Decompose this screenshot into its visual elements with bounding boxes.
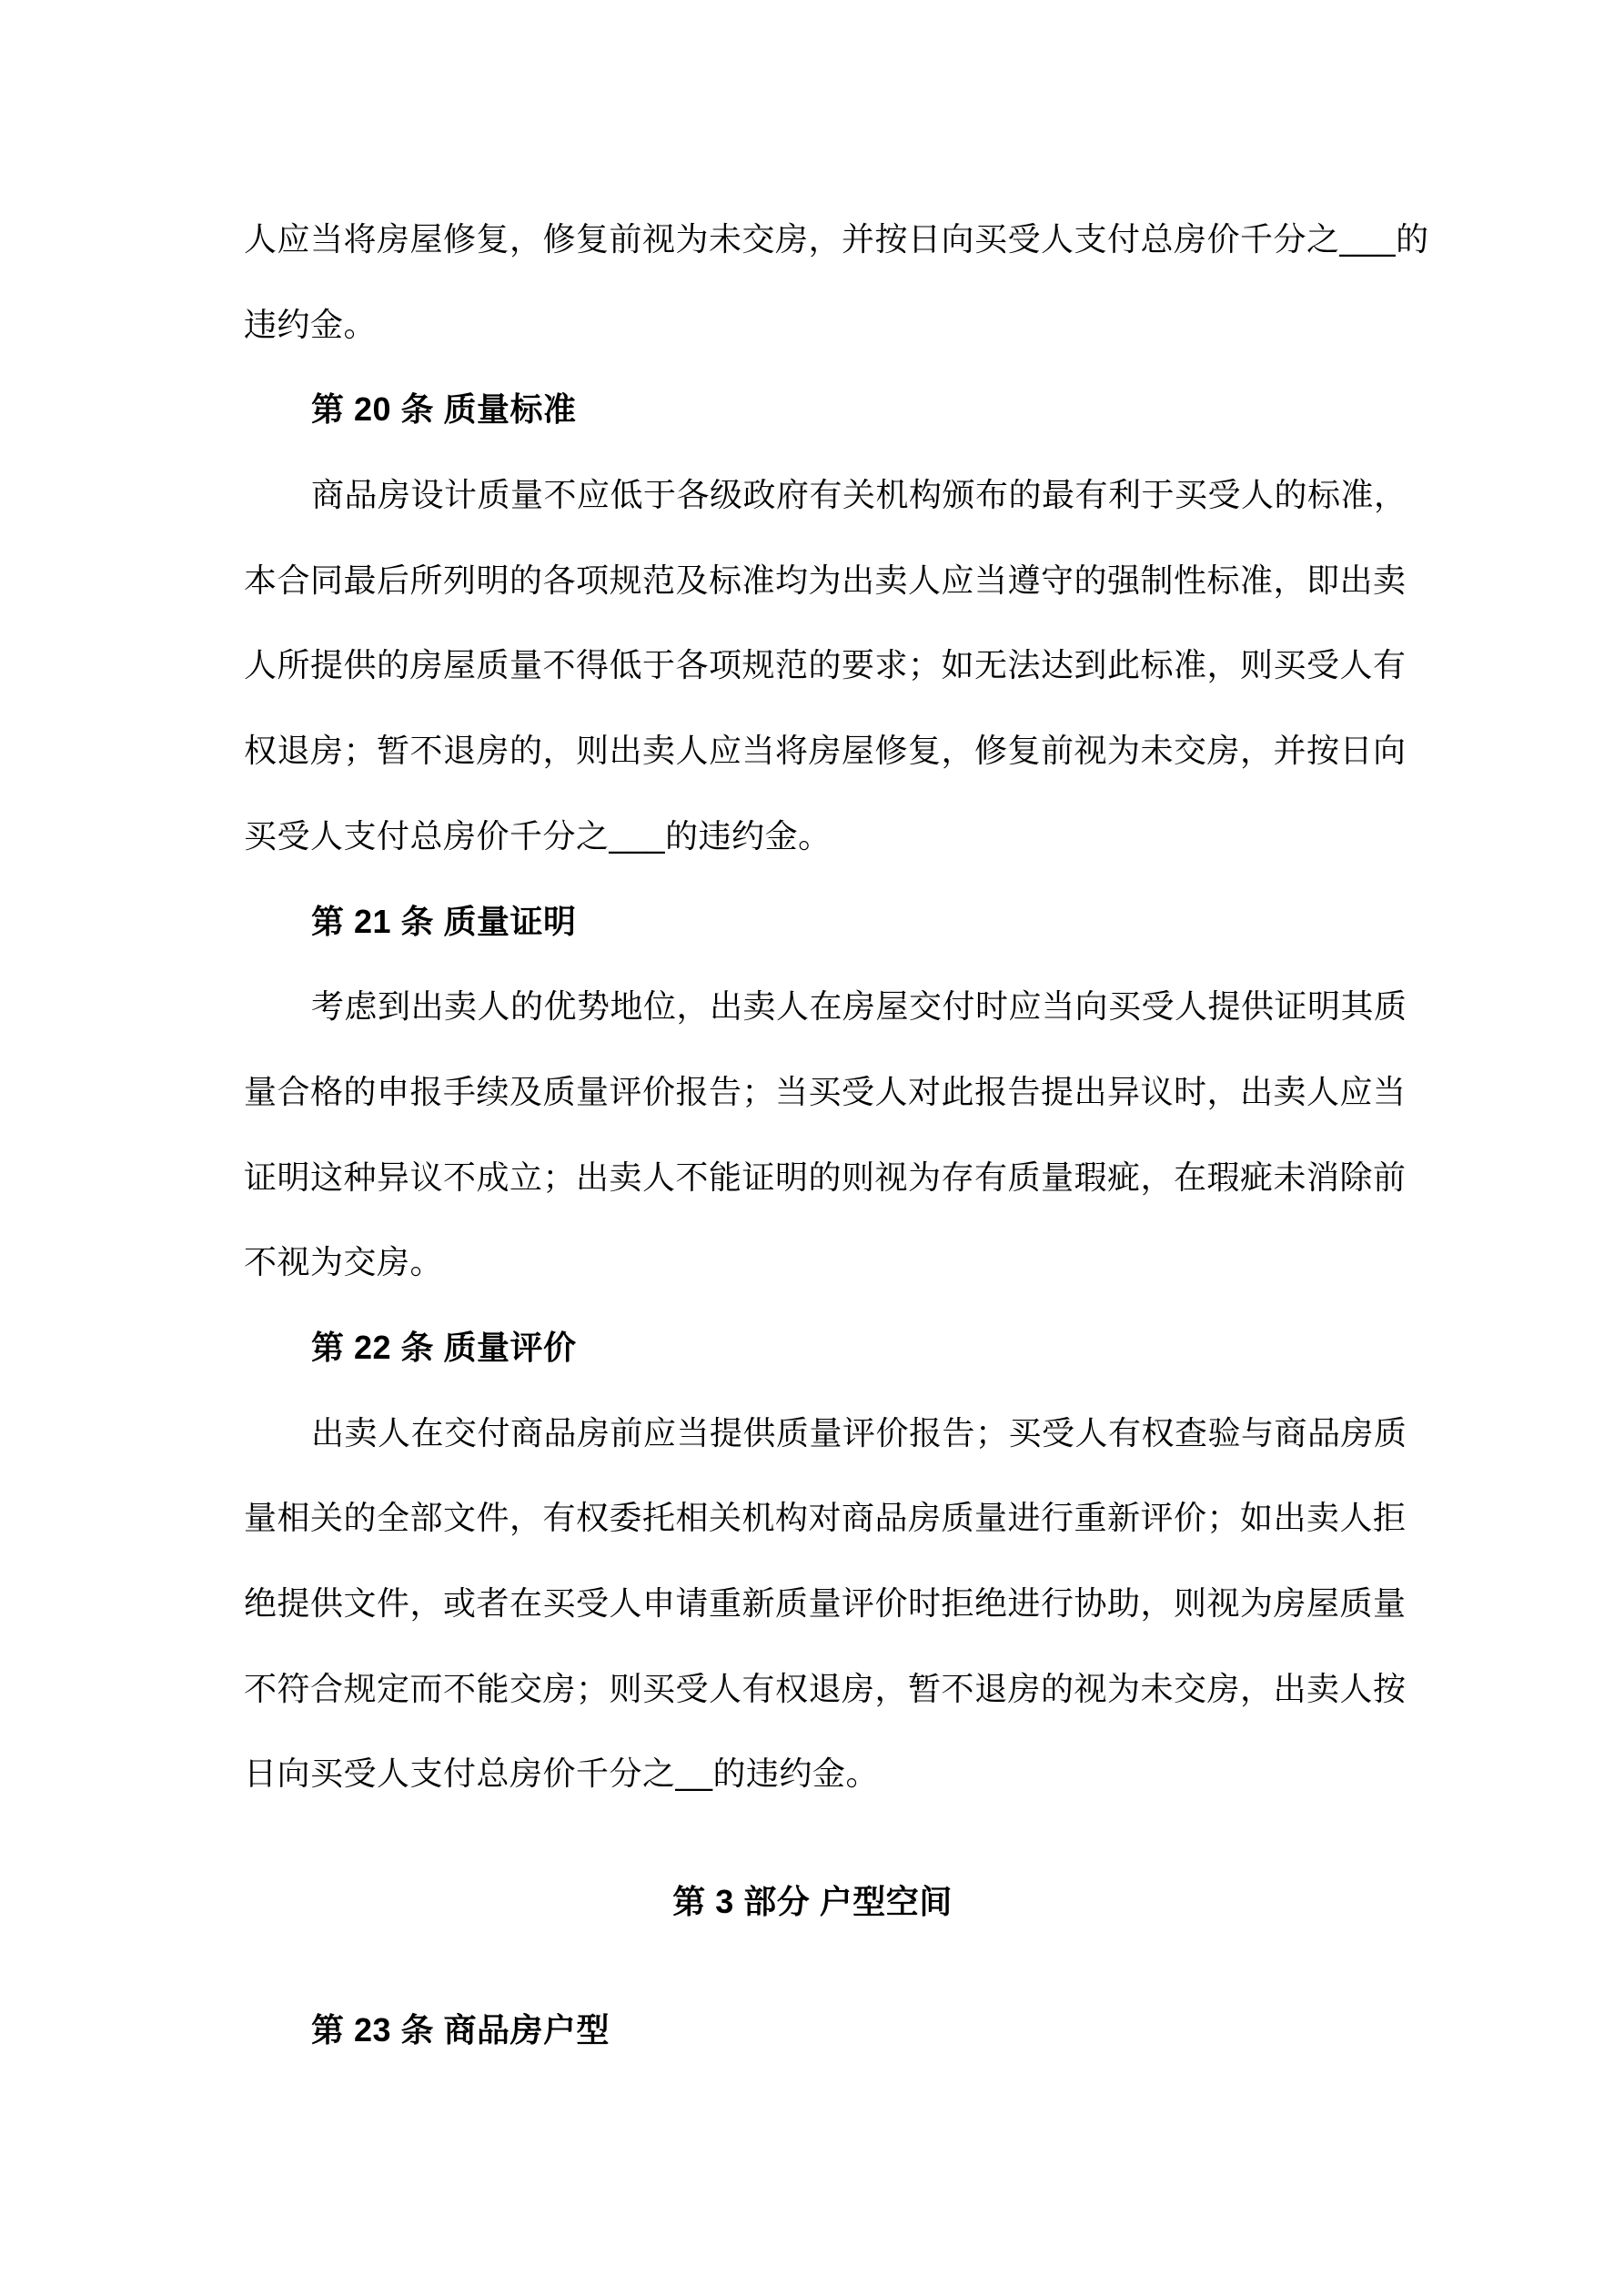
body-line: 不符合规定而不能交房；则买受人有权退房，暂不退房的视为未交房，出卖人按 <box>244 1669 1407 1707</box>
body-line: 不视为交房。 <box>244 1243 444 1281</box>
body-line: 量合格的申报手续及质量评价报告；当买受人对此报告提出异议时，出卖人应当 <box>244 1072 1407 1110</box>
body-line: 出卖人在交付商品房前应当提供质量评价报告；买受人有权查验与商品房质 <box>311 1413 1407 1451</box>
section-title: 第 3 部分 户型空间 <box>672 1883 953 1921</box>
body-line: 考虑到出卖人的优势地位，出卖人在房屋交付时应当向买受人提供证明其质 <box>311 987 1407 1026</box>
article-heading: 第 21 条 质量证明 <box>311 902 577 940</box>
contract-text-block <box>244 197 1429 2072</box>
body-line: 违约金。 <box>244 305 378 343</box>
body-line: 商品房设计质量不应低于各级政府有关机构颁布的最有利于买受人的标准， <box>311 476 1407 514</box>
body-line: 权退房；暂不退房的，则出卖人应当将房屋修复，修复前视为未交房，并按日向 <box>244 732 1407 770</box>
body-line: 量相关的全部文件，有权委托相关机构对商品房质量进行重新评价；如出卖人拒 <box>244 1499 1407 1537</box>
body-line: 本合同最后所列明的各项规范及标准均为出卖人应当遵守的强制性标准，即出卖 <box>244 561 1407 599</box>
body-line: 人所提供的房屋质量不得低于各项规范的要求；如无法达到此标准，则买受人有 <box>244 646 1407 684</box>
body-line: 买受人支付总房价千分之___的违约金。 <box>244 816 832 855</box>
body-line: 日向买受人支付总房价千分之__的违约金。 <box>244 1755 880 1793</box>
article-heading: 第 22 条 质量评价 <box>311 1328 577 1366</box>
body-line: 证明这种异议不成立；出卖人不能证明的则视为存有质量瑕疵，在瑕疵未消除前 <box>244 1158 1407 1196</box>
article-heading: 第 20 条 质量标准 <box>311 390 577 429</box>
article-heading: 第 23 条 商品房户型 <box>311 2010 610 2048</box>
body-line: 绝提供文件，或者在买受人申请重新质量评价时拒绝进行协助，则视为房屋质量 <box>244 1584 1407 1622</box>
body-line: 人应当将房屋修复，修复前视为未交房，并按日向买受人支付总房价千分之___的 <box>244 220 1429 258</box>
